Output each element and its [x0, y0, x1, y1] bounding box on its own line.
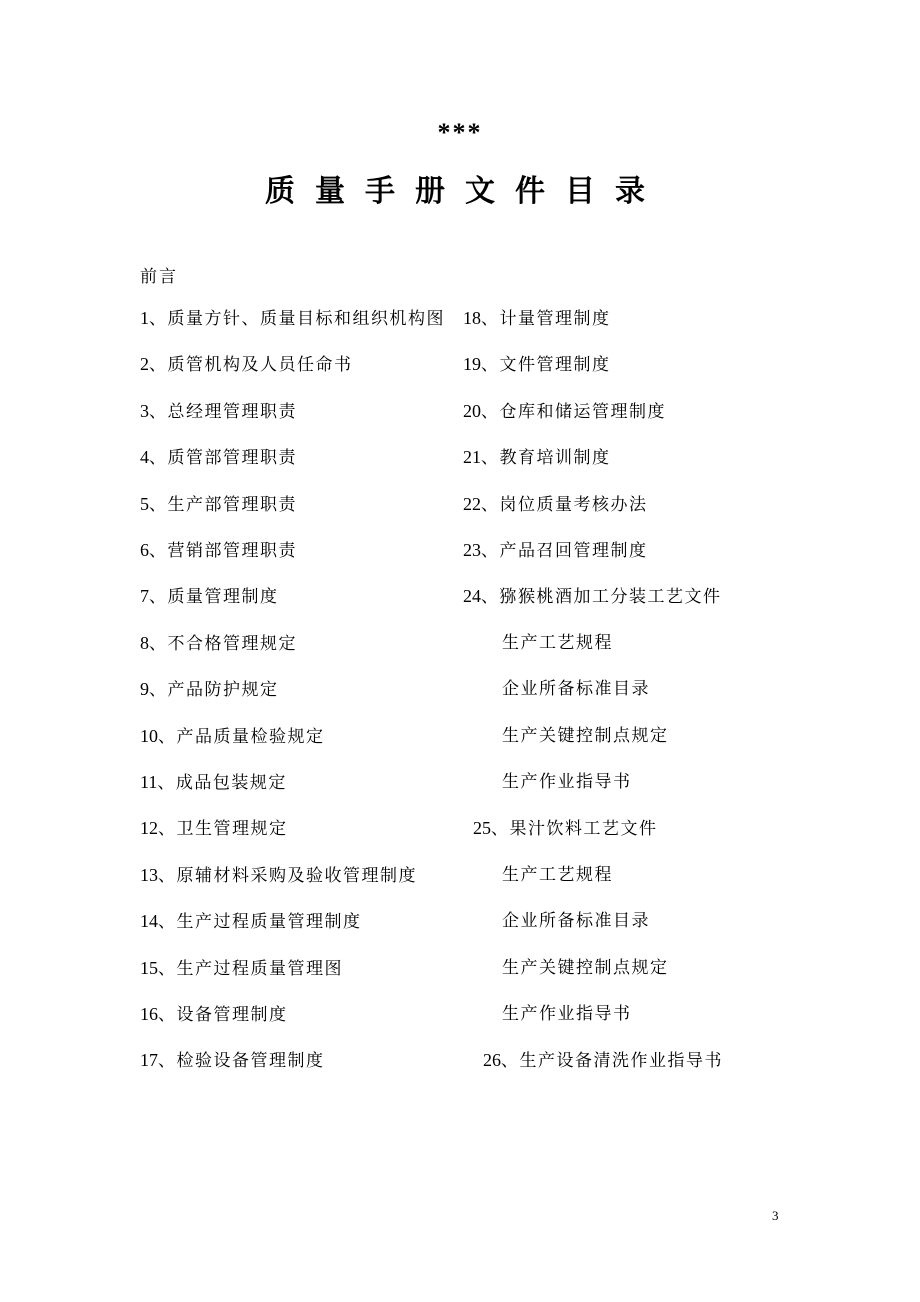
- toc-subentry-title: 企业所备标准目录: [502, 911, 650, 932]
- toc-entry-title: 岗位质量考核办法: [499, 494, 648, 515]
- toc-entry-number: 14: [140, 911, 158, 932]
- toc-entry-title: 质管部管理职责: [167, 448, 297, 469]
- toc-entry: [140, 1002, 288, 1027]
- toc-entry-number: 10: [140, 725, 158, 746]
- toc-entry-number: 7: [140, 586, 149, 607]
- toc-entry: [502, 1002, 632, 1026]
- toc-entry-title: 果汁饮料工艺文件: [509, 819, 658, 840]
- toc-entry: [502, 677, 650, 701]
- toc-entry-title: 营销部管理职责: [167, 541, 297, 561]
- page-number: 3: [772, 1208, 779, 1223]
- toc-preface: 前言: [140, 267, 178, 287]
- toc-entry-separator: 、: [158, 1051, 177, 1072]
- toc-entry-number: 6: [140, 540, 149, 560]
- toc-entry-number: 24: [463, 586, 481, 607]
- toc-entry: [140, 909, 362, 934]
- toc-entry-title: 质量管理制度: [167, 587, 279, 608]
- toc-entry: [140, 863, 417, 888]
- toc-entry: [502, 863, 613, 887]
- toc-entry: [140, 956, 343, 981]
- toc-entry: [140, 770, 287, 795]
- toc-entry-title: 总经理管理职责: [167, 401, 297, 422]
- toc-entry: [140, 816, 288, 841]
- toc-entry-number: 21: [463, 447, 481, 468]
- toc-entry: [140, 445, 297, 470]
- toc-entry-title: 质量方针、质量目标和组织机构图: [167, 309, 445, 329]
- toc-entry: [502, 724, 669, 748]
- toc-entry-separator: 、: [158, 819, 177, 840]
- toc-entry-separator: 、: [491, 819, 510, 840]
- toc-entry: [140, 631, 297, 656]
- toc-entry: [140, 352, 353, 377]
- toc-entry: [463, 445, 611, 470]
- toc-entry-separator: 、: [481, 355, 500, 376]
- toc-entry-title: 设备管理制度: [176, 1005, 288, 1025]
- toc-entry-separator: 、: [481, 309, 500, 329]
- toc-entry-separator: 、: [158, 726, 177, 747]
- toc-entry-title: 教育培训制度: [499, 448, 611, 469]
- toc-entry-title: 产品质量检验规定: [176, 726, 325, 747]
- toc-entry-number: 9: [140, 679, 149, 700]
- toc-entry-separator: 、: [157, 773, 176, 793]
- page-title: 质量手册文件目录: [265, 174, 665, 209]
- toc-subentry-title: 生产工艺规程: [502, 864, 613, 885]
- toc-subentry-title: 生产工艺规程: [502, 632, 613, 653]
- toc-entry: [483, 1048, 723, 1073]
- toc-entry-number: 20: [463, 400, 481, 421]
- toc-entry-separator: 、: [158, 865, 177, 886]
- toc-entry-separator: 、: [501, 1051, 520, 1072]
- toc-subentry-title: 生产关键控制点规定: [502, 957, 669, 978]
- toc-entry: [140, 584, 279, 609]
- toc-entry-number: 23: [463, 540, 481, 560]
- toc-entry-number: 11: [140, 772, 158, 792]
- toc-entry-title: 不合格管理规定: [167, 633, 297, 654]
- toc-entry-separator: 、: [149, 309, 168, 329]
- toc-entry-number: 3: [140, 400, 149, 421]
- toc-entry: [463, 538, 648, 563]
- header-stars: ***: [437, 118, 483, 147]
- toc-entry-separator: 、: [481, 587, 500, 608]
- toc-entry: [463, 306, 611, 331]
- toc-entry-number: 18: [463, 308, 481, 328]
- toc-subentry-title: 生产作业指导书: [502, 772, 632, 792]
- toc-subentry-title: 企业所备标准目录: [502, 679, 650, 700]
- toc-entry-separator: 、: [158, 1005, 177, 1025]
- toc-entry-number: 2: [140, 354, 149, 375]
- toc-entry-number: 26: [483, 1050, 501, 1071]
- toc-entry-separator: 、: [149, 680, 168, 701]
- toc-entry: [502, 909, 650, 933]
- toc-entry-separator: 、: [481, 541, 500, 561]
- toc-entry: [140, 538, 297, 563]
- toc-entry: [140, 492, 297, 517]
- toc-subentry-title: 生产作业指导书: [502, 1004, 632, 1024]
- toc-entry-title: 生产部管理职责: [167, 494, 297, 515]
- toc-entry-number: 17: [140, 1050, 158, 1071]
- toc-entry-title: 卫生管理规定: [176, 819, 288, 840]
- toc-subentry-title: 生产关键控制点规定: [502, 725, 669, 746]
- toc-entry-title: 生产过程质量管理制度: [176, 912, 362, 933]
- toc-entry: [463, 492, 648, 517]
- toc-entry: [502, 770, 632, 794]
- toc-entry-title: 产品防护规定: [167, 680, 279, 701]
- toc-entry: [140, 677, 279, 702]
- toc-entry-number: 4: [140, 447, 149, 468]
- toc-entry-title: 成品包装规定: [175, 773, 287, 793]
- toc-entry: [140, 306, 445, 331]
- toc-entry-separator: 、: [481, 494, 500, 515]
- toc-entry: [463, 352, 611, 377]
- toc-entry-title: 原辅材料采购及验收管理制度: [176, 865, 417, 886]
- toc-entry-title: 文件管理制度: [499, 355, 611, 376]
- toc-entry-title: 质管机构及人员任命书: [167, 355, 353, 376]
- toc-entry-number: 1: [140, 308, 149, 328]
- toc-entry-number: 19: [463, 354, 481, 375]
- toc-entry-separator: 、: [149, 494, 168, 515]
- toc-entry-number: 22: [463, 493, 481, 514]
- toc-entry-title: 猕猴桃酒加工分装工艺文件: [499, 587, 722, 608]
- toc-entry: [140, 399, 297, 424]
- toc-entry-separator: 、: [149, 355, 168, 376]
- toc-entry-number: 5: [140, 493, 149, 514]
- toc-entry-title: 生产设备清洗作业指导书: [519, 1051, 723, 1072]
- toc-entry: [140, 724, 325, 749]
- toc-entry-separator: 、: [481, 401, 500, 422]
- toc-entry-number: 15: [140, 957, 158, 978]
- toc-entry: [463, 399, 666, 424]
- toc-entry-separator: 、: [481, 448, 500, 469]
- toc-entry-separator: 、: [149, 633, 168, 654]
- toc-entry-separator: 、: [149, 541, 168, 561]
- toc-entry-title: 产品召回管理制度: [499, 541, 648, 561]
- toc-entry-separator: 、: [158, 912, 177, 933]
- toc-entry-title: 生产过程质量管理图: [176, 958, 343, 979]
- toc-entry: [463, 584, 722, 609]
- toc-entry-number: 8: [140, 632, 149, 653]
- toc-entry: [473, 816, 658, 841]
- toc-entry-title: 仓库和储运管理制度: [499, 401, 666, 422]
- toc-entry: [140, 1048, 325, 1073]
- toc-entry-separator: 、: [158, 958, 177, 979]
- toc-entry-title: 检验设备管理制度: [176, 1051, 325, 1072]
- toc-entry-number: 12: [140, 818, 158, 839]
- toc-entry-separator: 、: [149, 401, 168, 422]
- toc-entry: [502, 631, 613, 655]
- toc-entry-number: 16: [140, 1004, 158, 1024]
- toc-entry-number: 25: [473, 818, 491, 839]
- toc-entry-separator: 、: [149, 448, 168, 469]
- toc-entry-number: 13: [140, 864, 158, 885]
- toc-entry-title: 计量管理制度: [499, 309, 611, 329]
- toc-entry: [502, 956, 669, 980]
- toc-entry-separator: 、: [149, 587, 168, 608]
